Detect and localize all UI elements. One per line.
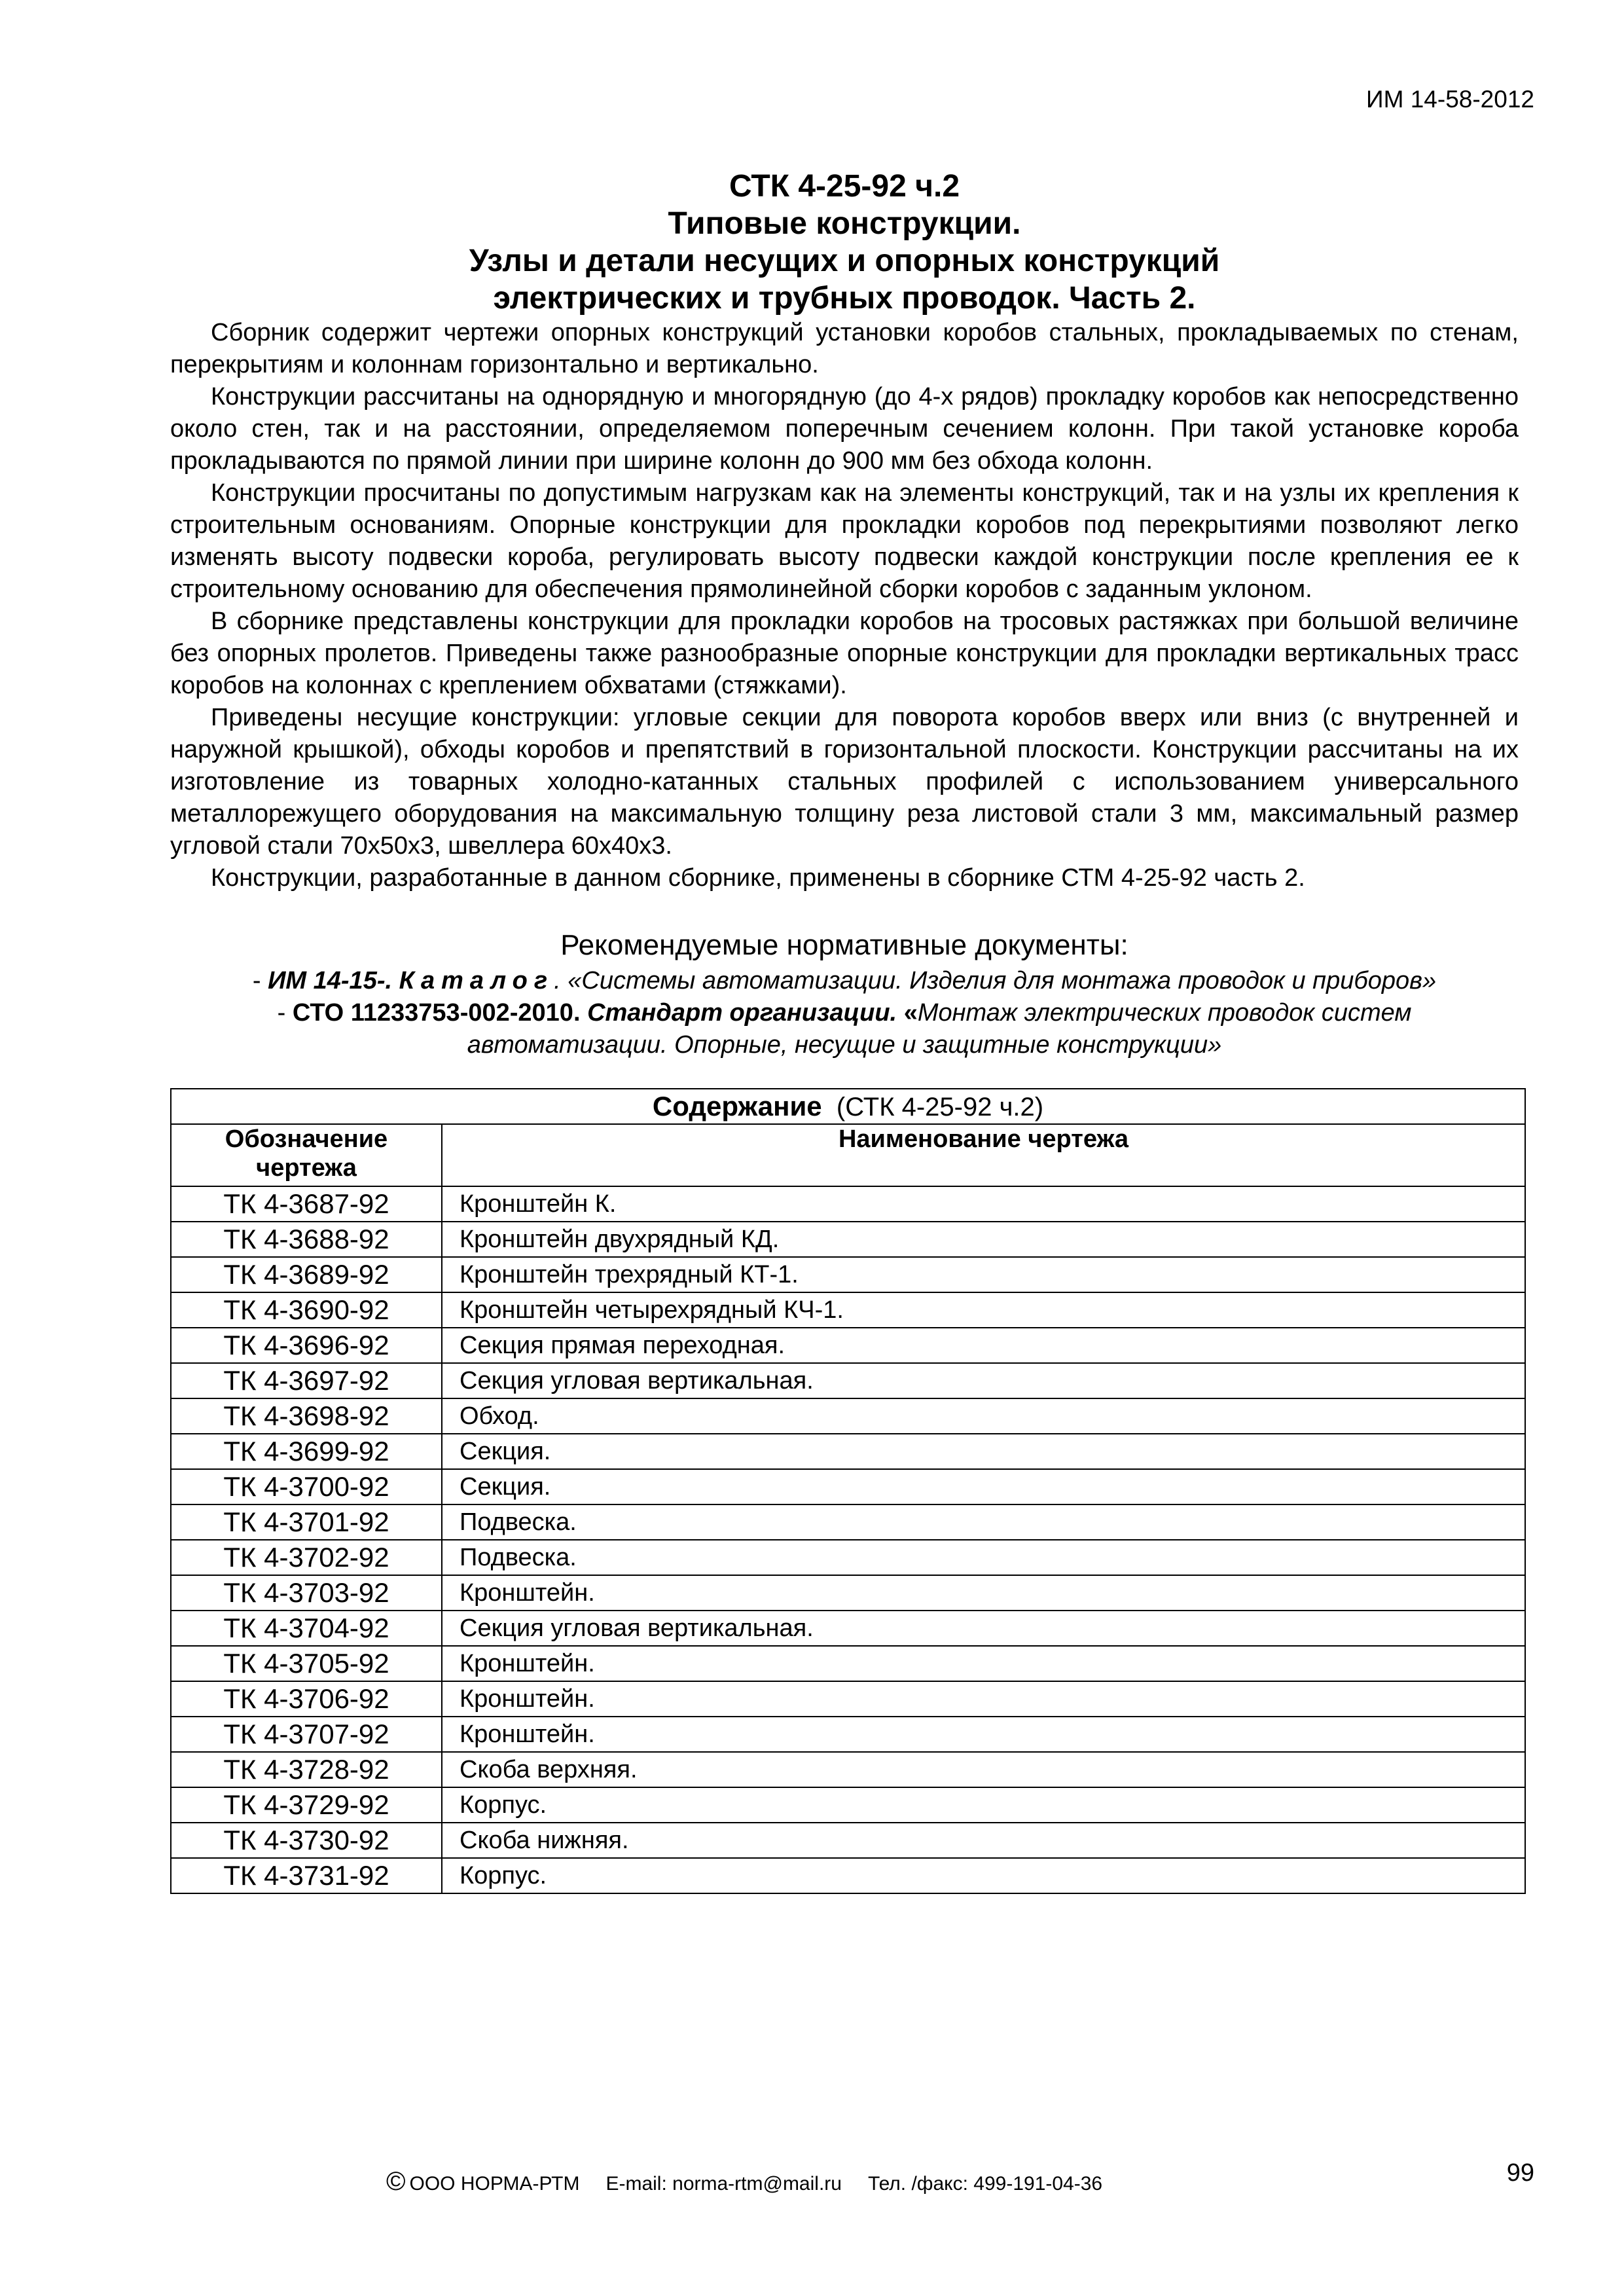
drawing-name-cell: Кронштейн. [442, 1681, 1525, 1717]
title-line-4: электрических и трубных проводок. Часть 2. [493, 281, 1196, 316]
reference-dash: - [277, 999, 286, 1027]
reference-title: Монтаж электрических проводок систем [917, 999, 1412, 1027]
page-footer [386, 2167, 1128, 2196]
reference-title-continued: автоматизации. Опорные, несущие и защитные конструкции» [467, 1031, 1222, 1059]
table-row [171, 1681, 1525, 1717]
drawing-name-cell: Секция угловая вертикальная. [442, 1363, 1525, 1398]
drawing-code-cell: ТК 4-3706-92 [171, 1681, 442, 1717]
drawing-name-cell: Кронштейн. [442, 1646, 1525, 1681]
table-row [171, 1328, 1525, 1363]
drawing-code-cell: ТК 4-3707-92 [171, 1717, 442, 1752]
drawing-code-cell: ТК 4-3690-92 [171, 1292, 442, 1328]
reference-quote: « [903, 999, 918, 1027]
reference-dash: - [252, 967, 261, 994]
reference-kind: Стандарт организации. [587, 999, 897, 1027]
table-row [171, 1469, 1525, 1504]
drawing-name-cell: Корпус. [442, 1787, 1525, 1823]
recommended-documents [170, 928, 1519, 1061]
contents-body [171, 1186, 1525, 1893]
intro-paragraph: Конструкции, разработанные в данном сборнике, применены в сборнике СТМ 4-25-92 часть 2. [211, 864, 1305, 892]
table-row [171, 1540, 1525, 1575]
drawing-code-cell: ТК 4-3700-92 [171, 1469, 442, 1504]
reference-item [170, 997, 1519, 1029]
table-row [171, 1257, 1525, 1292]
drawing-code-cell: ТК 4-3703-92 [171, 1575, 442, 1611]
drawing-code-cell: ТК 4-3701-92 [171, 1504, 442, 1540]
drawing-name-cell: Кронштейн четырехрядный КЧ-1. [442, 1292, 1525, 1328]
drawing-name-cell: Кронштейн трехрядный КТ-1. [442, 1257, 1525, 1292]
drawing-name-cell: Секция. [442, 1434, 1525, 1469]
title-line-1: СТК 4-25-92 ч.2 [729, 169, 960, 204]
table-row [171, 1752, 1525, 1787]
drawing-name-cell: Обход. [442, 1398, 1525, 1434]
drawing-code-cell: ТК 4-3728-92 [171, 1752, 442, 1787]
drawing-name-cell: Секция. [442, 1469, 1525, 1504]
reference-item-continued [170, 1029, 1519, 1061]
drawing-code-cell: ТК 4-3696-92 [171, 1328, 442, 1363]
drawing-code-cell: ТК 4-3688-92 [171, 1222, 442, 1257]
title-line-2: Типовые конструкции. [668, 206, 1021, 241]
contents-caption-subtitle: (СТК 4-25-92 ч.2) [836, 1092, 1044, 1121]
drawing-code-cell: ТК 4-3731-92 [171, 1858, 442, 1893]
reference-kind: Каталог [399, 967, 554, 994]
drawing-code-cell: ТК 4-3730-92 [171, 1823, 442, 1858]
recommended-documents-heading: Рекомендуемые нормативные документы: [560, 929, 1128, 961]
drawing-name-cell: Кронштейн К. [442, 1186, 1525, 1222]
table-row [171, 1292, 1525, 1328]
drawing-name-cell: Секция прямая переходная. [442, 1328, 1525, 1363]
table-row [171, 1434, 1525, 1469]
drawing-name-cell: Подвеска. [442, 1540, 1525, 1575]
column-header-code-line: чертежа [256, 1154, 357, 1182]
column-header-name: Наименование чертежа [442, 1124, 1525, 1186]
table-row [171, 1646, 1525, 1681]
drawing-name-cell: Кронштейн. [442, 1717, 1525, 1752]
table-row [171, 1823, 1525, 1858]
drawing-code-cell: ТК 4-3689-92 [171, 1257, 442, 1292]
drawing-code-cell: ТК 4-3687-92 [171, 1186, 442, 1222]
drawing-name-cell: Скоба верхняя. [442, 1752, 1525, 1787]
contents-caption [171, 1089, 1525, 1124]
drawing-code-cell: ТК 4-3699-92 [171, 1434, 442, 1469]
document-title [170, 168, 1519, 317]
footer-email: E-mail: norma-rtm@mail.ru [605, 2173, 842, 2195]
reference-code: ИМ 14-15-. [268, 967, 393, 994]
drawing-code-cell: ТК 4-3697-92 [171, 1363, 442, 1398]
drawing-name-cell: Скоба нижняя. [442, 1823, 1525, 1858]
table-row [171, 1186, 1525, 1222]
table-row [171, 1858, 1525, 1893]
document-code: ИМ 14-58-2012 [1366, 86, 1534, 113]
table-row [171, 1222, 1525, 1257]
table-row [171, 1363, 1525, 1398]
footer-org: ООО НОРМА-РТМ [409, 2173, 580, 2195]
column-header-code [171, 1124, 442, 1186]
table-row [171, 1787, 1525, 1823]
reference-item [170, 965, 1519, 997]
drawing-code-cell: ТК 4-3729-92 [171, 1787, 442, 1823]
table-row [171, 1504, 1525, 1540]
title-line-3: Узлы и детали несущих и опорных конструкций [469, 244, 1220, 278]
intro-paragraph: В сборнике представлены конструкции для прокладки коробов на тросовых растяжках при большой величине без опорных пролетов. Приведены также разнообразные опорные конструкции для прокладки вертикальных трасс коробов на колоннах с креплением обхватами (стяжками). [170, 608, 1519, 699]
drawing-code-cell: ТК 4-3698-92 [171, 1398, 442, 1434]
contents-header-row [171, 1124, 1525, 1186]
intro-paragraph: Конструкции рассчитаны на однорядную и многорядную (до 4-х рядов) прокладку коробов как непосредственно около стен, так и на расстоянии, определяемом поперечным сечением колонн. При такой установке короба прокладываются по прямой линии при ширине колонн до 900 мм без обхода колонн. [170, 383, 1519, 475]
drawing-name-cell: Кронштейн. [442, 1575, 1525, 1611]
contents-caption-title: Содержание [652, 1090, 822, 1121]
drawing-code-cell: ТК 4-3704-92 [171, 1611, 442, 1646]
table-row [171, 1717, 1525, 1752]
contents-table [170, 1088, 1526, 1894]
intro-paragraph: Приведены несущие конструкции: угловые секции для поворота коробов вверх или вниз (с внутренней и наружной крышкой), обходы коробов и препятствий в горизонтальной плоскости. Конструкции рассчитаны на их изготовление из товарных холодно-катанных стальных профилей с использованием универсального металлорежущего оборудования на максимальную толщину реза листовой стали 3 мм, максимальный размер угловой стали 70х50х3, швеллера 60х40х3. [170, 704, 1519, 860]
table-row [171, 1611, 1525, 1646]
drawing-code-cell: ТК 4-3705-92 [171, 1646, 442, 1681]
drawing-name-cell: Корпус. [442, 1858, 1525, 1893]
footer-phone: Тел. /факс: 499-191-04-36 [867, 2173, 1103, 2195]
page-number: 99 [1506, 2159, 1534, 2187]
drawing-code-cell: ТК 4-3702-92 [171, 1540, 442, 1575]
intro-text [170, 317, 1519, 894]
copyright-icon: © [386, 2167, 406, 2196]
reference-code: СТО 11233753-002-2010. [292, 999, 581, 1027]
intro-paragraph: Сборник содержит чертежи опорных конструкций установки коробов стальных, прокладываемых по стенам, перекрытиям и колоннам горизонтально и вертикально. [170, 319, 1519, 378]
intro-paragraph: Конструкции просчитаны по допустимым нагрузкам как на элементы конструкций, так и на узлы их крепления к строительным основаниям. Опорные конструкции для прокладки коробов под перекрытиями позволяют легко изменять высоту подвески короба, регулировать высоту подвески каждой конструкции после крепления ее к строительному основанию для обеспечения прямолинейной сборки коробов с заданным уклоном. [170, 479, 1519, 603]
contents-caption-row [171, 1089, 1525, 1124]
table-row [171, 1575, 1525, 1611]
drawing-name-cell: Секция угловая вертикальная. [442, 1611, 1525, 1646]
drawing-name-cell: Подвеска. [442, 1504, 1525, 1540]
column-header-code-line: Обозначение [225, 1125, 388, 1153]
drawing-name-cell: Кронштейн двухрядный КД. [442, 1222, 1525, 1257]
reference-title: . «Системы автоматизации. Изделия для монтажа проводок и приборов» [554, 967, 1437, 994]
table-row [171, 1398, 1525, 1434]
